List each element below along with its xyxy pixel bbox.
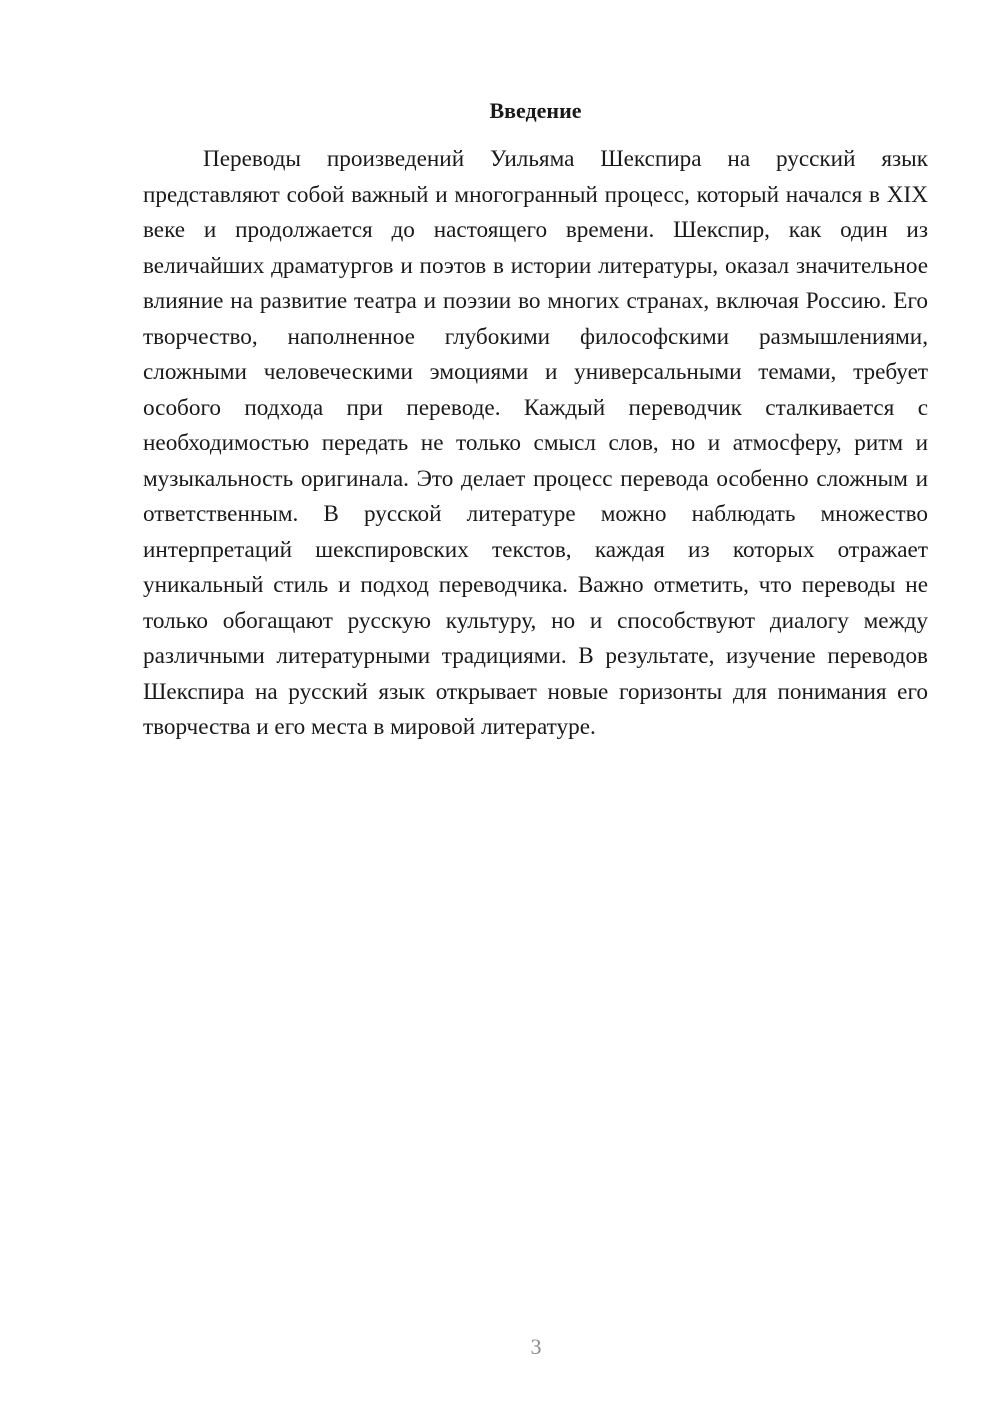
body-paragraph: Переводы произведений Уильяма Шекспира на русский язык представляют собой важный и многогранный процесс, который начался в XIX веке и продолжается до настоящего времени. Шекспир, как один из величайших драматургов и поэтов в истории литературы, оказал значительное влияние на развитие театра и поэзии во многих странах, включая Россию. Его творчество, наполненное глубокими философскими размышлениями, сложными человеческими эмоциями и универсальными темами, требует особого подхода при переводе. Каждый переводчик сталкивается с необходимостью передать не только смысл слов, но и атмосферу, ритм и музыкальность оригинала. Это делает процесс перевода особенно сложным и ответственным. В русской литературе можно наблюдать множество интерпретаций шекспировских текстов, каждая из которых отражает уникальный стиль и подход переводчика. Важно отметить, что переводы не только обогащают русскую культуру, но и способствуют диалогу между различными литературными традициями. В результате, изучение переводов Шекспира на русский язык открывает новые горизонты для понимания его творчества и его места в мировой литературе.: [143, 146, 928, 740]
page-number: 3: [530, 1334, 542, 1359]
section-heading: Введение: [489, 98, 582, 123]
